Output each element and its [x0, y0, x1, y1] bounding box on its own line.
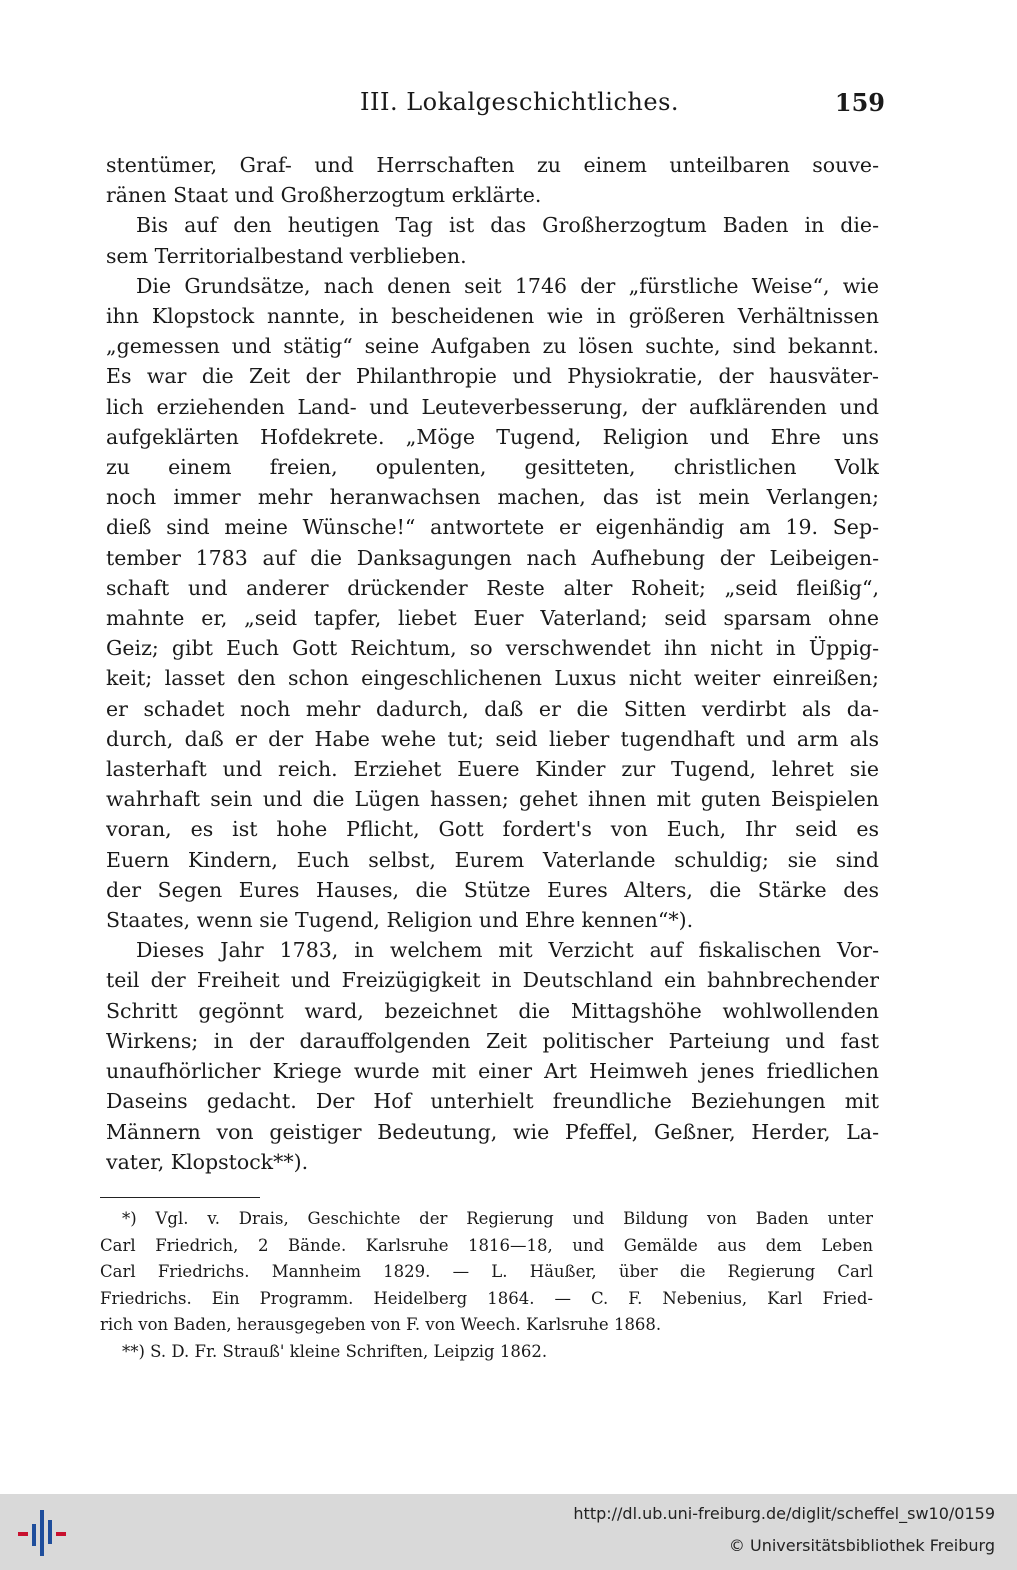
footer-bar	[0, 1494, 1017, 1570]
text-line: dieß sind meine Wünsche!“ antwortete er eigenhändig am 19. Sep-	[106, 515, 879, 540]
footnote-line: *) Vgl. v. Drais, Geschichte der Regierung und Bildung von Baden unter	[122, 1209, 873, 1228]
footnotes	[100, 1206, 873, 1365]
text-line: Staates, wenn sie Tugend, Religion und Ehre kennen“*).	[106, 908, 694, 933]
text-line: Daseins gedacht. Der Hof unterhielt freundliche Beziehungen mit	[106, 1089, 879, 1114]
text-line: aufgeklärten Hofdekrete. „Möge Tugend, Religion und Ehre uns	[106, 424, 879, 449]
text-line: durch, daß er der Habe wehe tut; seid lieber tugendhaft und arm als	[106, 726, 879, 751]
copyright-notice: © Universitätsbibliothek Freiburg	[728, 1536, 995, 1555]
text-line: Es war die Zeit der Philanthropie und Physiokratie, der hausväter-	[106, 364, 879, 389]
text-line: lasterhaft und reich. Erziehet Euere Kinder zur Tugend, lehret sie	[106, 757, 879, 782]
source-url-link[interactable]: http://dl.ub.uni-freiburg.de/diglit/scheffel_sw10/0159	[573, 1504, 995, 1523]
text-line: zu einem freien, opulenten, gesitteten, christlichen Volk	[106, 455, 879, 480]
text-line: voran, es ist hohe Pflicht, Gott fordert's von Euch, Ihr seid es	[106, 817, 879, 842]
text-line: ihn Klopstock nannte, in bescheidenen wie in größeren Verhältnissen	[106, 304, 879, 329]
footnote-line: rich von Baden, herausgegeben von F. von Weech. Karlsruhe 1868.	[100, 1315, 662, 1334]
ub-freiburg-logo-icon	[18, 1510, 66, 1556]
text-line: tember 1783 auf die Danksagungen nach Aufhebung der Leibeigen-	[106, 545, 879, 570]
text-line: unaufhörlicher Kriege wurde mit einer Art Heimweh jenes friedlichen	[106, 1059, 879, 1084]
text-line: schaft und anderer drückender Reste alter Roheit; „seid fleißig“,	[106, 575, 879, 600]
text-line: Euern Kindern, Euch selbst, Eurem Vaterlande schuldig; sie sind	[106, 847, 879, 872]
text-line: Die Grundsätze, nach denen seit 1746 der „fürstliche Weise“, wie	[136, 273, 879, 298]
text-line: mahnte er, „seid tapfer, liebet Euer Vaterland; seid sparsam ohne	[106, 606, 879, 631]
text-line: teil der Freiheit und Freizügigkeit in Deutschland ein bahnbrechender	[106, 968, 879, 993]
text-line: „gemessen und stätig“ seine Aufgaben zu lösen suchte, sind bekannt.	[106, 334, 879, 359]
text-line: keit; lasset den schon eingeschlichenen Luxus nicht weiter einreißen;	[106, 666, 879, 691]
text-line: Dieses Jahr 1783, in welchem mit Verzicht auf fiskalischen Vor-	[136, 938, 879, 963]
footnote-line: Carl Friedrichs. Mannheim 1829. — L. Häußer, über die Regierung Carl	[100, 1262, 873, 1281]
text-line: Männern von geistiger Bedeutung, wie Pfeffel, Geßner, Herder, La-	[106, 1119, 879, 1144]
footnote-rule	[100, 1197, 260, 1198]
footnote-line: **) S. D. Fr. Strauß' kleine Schriften, Leipzig 1862.	[122, 1341, 548, 1361]
text-line: vater, Klopstock**).	[106, 1149, 309, 1174]
text-line: Schritt gegönnt ward, bezeichnet die Mittagshöhe wohlwollenden	[106, 998, 879, 1023]
text-line: sem Territorialbestand verblieben.	[106, 243, 467, 268]
text-line: stentümer, Graf- und Herrschaften zu einem unteilbaren souve-	[106, 153, 879, 177]
text-line: der Segen Eures Hauses, die Stütze Eures Alters, die Stärke des	[106, 877, 879, 902]
footnote-line: Carl Friedrich, 2 Bände. Karlsruhe 1816—18, und Gemälde aus dem Leben	[100, 1235, 873, 1255]
text-line: ränen Staat und Großherzogtum erklärte.	[106, 183, 542, 208]
text-line: Bis auf den heutigen Tag ist das Großherzogtum Baden in die-	[136, 213, 879, 238]
text-line: er schadet noch mehr dadurch, daß er die Sitten verdirbt als da-	[106, 696, 879, 721]
footnote-line: Friedrichs. Ein Programm. Heidelberg 1864. — C. F. Nebenius, Karl Fried-	[100, 1288, 873, 1308]
text-line: noch immer mehr heranwachsen machen, das ist mein Verlangen;	[106, 485, 879, 510]
text-line: Wirkens; in der darauffolgenden Zeit politischer Parteiung und fast	[106, 1028, 879, 1053]
text-line: lich erziehenden Land- und Leuteverbesserung, der aufklärenden und	[106, 394, 879, 419]
text-line: wahrhaft sein und die Lügen hassen; gehet ihnen mit guten Beispielen	[106, 787, 879, 812]
text-line: Geiz; gibt Euch Gott Reichtum, so verschwendet ihn nicht in Üppig-	[106, 636, 879, 661]
running-head: III. Lokalgeschichtliches.	[360, 88, 680, 116]
body-text	[106, 150, 879, 1177]
page-number: 159	[834, 88, 885, 117]
